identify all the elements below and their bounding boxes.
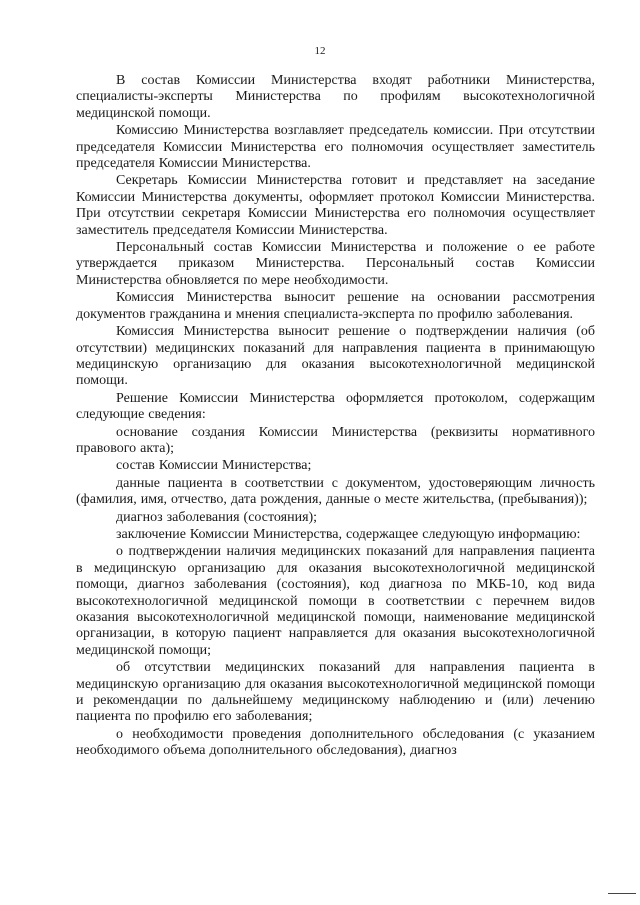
- document-body: [76, 73, 595, 760]
- sub-item-additional-exam: о необходимости проведения дополнительного обследования (с указанием необходимого объема дополнительного обследования), диагноз: [76, 726, 595, 759]
- page-number: 12: [314, 45, 326, 57]
- list-item-conclusion: заключение Комиссии Министерства, содержащее следующую информацию:: [116, 526, 581, 542]
- list-item-basis: основание создания Комиссии Министерства (реквизиты нормативного правового акта);: [76, 424, 595, 456]
- list-item-diagnosis: диагноз заболевания (состояния);: [116, 509, 318, 525]
- paragraph-decision-basis: Комиссия Министерства выносит решение на основании рассмотрения документов гражданина и мнения специалиста-эксперта по профилю заболевания.: [76, 290, 595, 322]
- paragraph-decision-indications: Комиссия Министерства выносит решение о подтверждении наличия (об отсутствии) медицинских показаний для направления пациента в принимающую медицинскую организацию для оказания высокотехнологичной медицинской помощи.: [76, 324, 595, 389]
- paragraph-personal-composition: Персональный состав Комиссии Министерства и положение о ее работе утверждается приказом Министерства. Персональный состав Комиссии Министерства обновляется по мере необходимости.: [76, 240, 595, 288]
- paragraph-commission-composition: В состав Комиссии Министерства входят работники Министерства, специалисты-эксперты Министерства по профилям высокотехнологичной медицинской помощи.: [76, 73, 595, 121]
- paragraph-protocol-intro: Решение Комиссии Министерства оформляется протоколом, содержащим следующие сведения:: [76, 390, 595, 423]
- list-item-patient-data: данные пациента в соответствии с документом, удостоверяющим личность (фамилия, имя, отчество, дата рождения, данные о месте жительства, (пребывания));: [76, 475, 595, 508]
- sub-item-absence: об отсутствии медицинских показаний для направления пациента в медицинскую организацию для оказания высокотехнологичной медицинской помощи и рекомендации по дальнейшему медицинскому наблюдению и (или) лечению пациента по профилю его заболевания;: [76, 660, 595, 725]
- page-edge-mark: [608, 893, 636, 894]
- paragraph-commission-chair: Комиссию Министерства возглавляет председатель комиссии. При отсутствии председателя Комиссии Министерства его полномочия осуществляет заместитель председателя Комиссии Министерства.: [76, 123, 595, 172]
- list-item-composition: состав Комиссии Министерства;: [116, 458, 312, 474]
- sub-item-confirmation: о подтверждении наличия медицинских показаний для направления пациента в медицинскую организацию для оказания высокотехнологичной медицинской помощи, диагноз заболевания (состояния), код диагноза по МКБ-10, код вида высокотехнологичной медицинской помощи в соответствии с перечнем видов оказания высокотехнологичной медицинской помощи, наименование медицинской организации, в которую пациент направляется для оказания высокотехнологичной медицинской помощи;: [76, 544, 595, 658]
- paragraph-commission-secretary: Секретарь Комиссии Министерства готовит и представляет на заседание Комиссии Министерства документы, оформляет протокол Комиссии Министерства. При отсутствии секретаря Комиссии Министерства его полномочия осуществляет заместитель председателя Комиссии Министерства.: [76, 173, 595, 238]
